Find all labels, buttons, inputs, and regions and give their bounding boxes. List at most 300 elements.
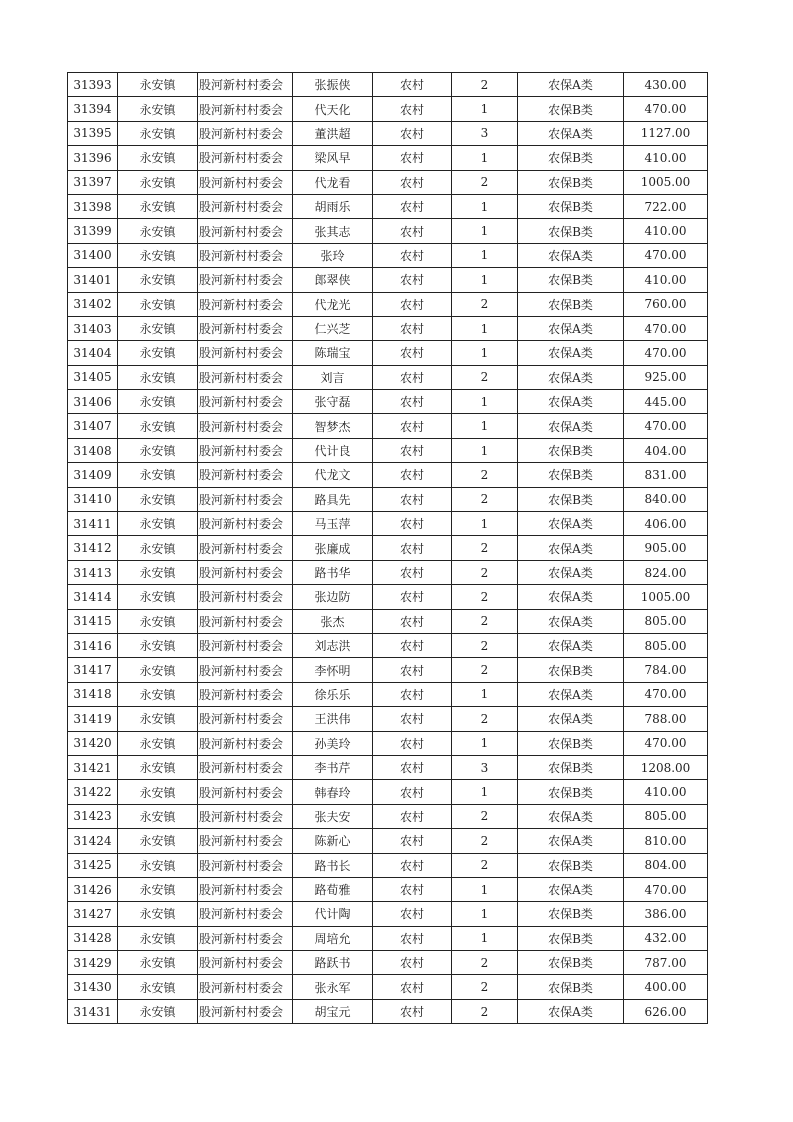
amount-cell: 787.00 [624,951,708,975]
person-count-cell: 2 [452,487,518,511]
amount-cell: 805.00 [624,633,708,657]
village-cell: 股河新村村委会 [198,633,293,657]
village-cell: 股河新村村委会 [198,97,293,121]
town-cell: 永安镇 [118,414,198,438]
village-cell: 股河新村村委会 [198,926,293,950]
table-row [68,999,708,1023]
insurance-category-cell: 农保B类 [518,926,624,950]
amount-cell: 410.00 [624,268,708,292]
amount-cell: 925.00 [624,365,708,389]
household-type-cell: 农村 [373,414,452,438]
village-cell: 股河新村村委会 [198,560,293,584]
person-count-cell: 1 [452,731,518,755]
table-row [68,731,708,755]
village-cell: 股河新村村委会 [198,999,293,1023]
insurance-category-cell: 农保B类 [518,755,624,779]
amount-cell: 1208.00 [624,755,708,779]
name-cell: 马玉萍 [293,512,373,536]
row-id-cell: 31420 [68,731,118,755]
table-row [68,243,708,267]
insurance-category-cell: 农保B类 [518,463,624,487]
name-cell: 智梦杰 [293,414,373,438]
relief-roster-table [67,72,708,1024]
amount-cell: 432.00 [624,926,708,950]
person-count-cell: 2 [452,536,518,560]
person-count-cell: 2 [452,804,518,828]
row-id-cell: 31414 [68,585,118,609]
insurance-category-cell: 农保A类 [518,609,624,633]
row-id-cell: 31425 [68,853,118,877]
name-cell: 路跃书 [293,951,373,975]
row-id-cell: 31406 [68,390,118,414]
table-row [68,292,708,316]
insurance-category-cell: 农保B类 [518,97,624,121]
village-cell: 股河新村村委会 [198,755,293,779]
person-count-cell: 2 [452,853,518,877]
table-row [68,463,708,487]
row-id-cell: 31407 [68,414,118,438]
amount-cell: 406.00 [624,512,708,536]
town-cell: 永安镇 [118,560,198,584]
household-type-cell: 农村 [373,951,452,975]
amount-cell: 386.00 [624,902,708,926]
town-cell: 永安镇 [118,316,198,340]
table-row [68,341,708,365]
name-cell: 代天化 [293,97,373,121]
household-type-cell: 农村 [373,146,452,170]
person-count-cell: 1 [452,341,518,365]
town-cell: 永安镇 [118,219,198,243]
household-type-cell: 农村 [373,585,452,609]
town-cell: 永安镇 [118,585,198,609]
person-count-cell: 1 [452,780,518,804]
household-type-cell: 农村 [373,487,452,511]
household-type-cell: 农村 [373,609,452,633]
table-row [68,829,708,853]
amount-cell: 1005.00 [624,170,708,194]
table-row [68,682,708,706]
table-row [68,268,708,292]
town-cell: 永安镇 [118,146,198,170]
row-id-cell: 31402 [68,292,118,316]
insurance-category-cell: 农保A类 [518,682,624,706]
name-cell: 张玲 [293,243,373,267]
town-cell: 永安镇 [118,658,198,682]
insurance-category-cell: 农保B类 [518,975,624,999]
name-cell: 董洪超 [293,121,373,145]
amount-cell: 1127.00 [624,121,708,145]
insurance-category-cell: 农保B类 [518,731,624,755]
person-count-cell: 2 [452,609,518,633]
insurance-category-cell: 农保A类 [518,536,624,560]
person-count-cell: 2 [452,292,518,316]
insurance-category-cell: 农保A类 [518,316,624,340]
table-row [68,414,708,438]
table-row [68,390,708,414]
village-cell: 股河新村村委会 [198,829,293,853]
insurance-category-cell: 农保A类 [518,829,624,853]
town-cell: 永安镇 [118,755,198,779]
village-cell: 股河新村村委会 [198,682,293,706]
row-id-cell: 31422 [68,780,118,804]
name-cell: 路具先 [293,487,373,511]
village-cell: 股河新村村委会 [198,341,293,365]
name-cell: 张振侠 [293,73,373,97]
row-id-cell: 31409 [68,463,118,487]
amount-cell: 445.00 [624,390,708,414]
town-cell: 永安镇 [118,243,198,267]
name-cell: 胡宝元 [293,999,373,1023]
name-cell: 张边防 [293,585,373,609]
village-cell: 股河新村村委会 [198,414,293,438]
table-row [68,902,708,926]
household-type-cell: 农村 [373,926,452,950]
row-id-cell: 31410 [68,487,118,511]
name-cell: 张杰 [293,609,373,633]
village-cell: 股河新村村委会 [198,951,293,975]
town-cell: 永安镇 [118,877,198,901]
town-cell: 永安镇 [118,975,198,999]
name-cell: 路书长 [293,853,373,877]
amount-cell: 840.00 [624,487,708,511]
person-count-cell: 2 [452,463,518,487]
name-cell: 徐乐乐 [293,682,373,706]
name-cell: 孙美玲 [293,731,373,755]
row-id-cell: 31430 [68,975,118,999]
amount-cell: 905.00 [624,536,708,560]
household-type-cell: 农村 [373,804,452,828]
insurance-category-cell: 农保A类 [518,512,624,536]
person-count-cell: 2 [452,829,518,853]
town-cell: 永安镇 [118,951,198,975]
household-type-cell: 农村 [373,853,452,877]
row-id-cell: 31419 [68,707,118,731]
amount-cell: 831.00 [624,463,708,487]
row-id-cell: 31417 [68,658,118,682]
table-row [68,536,708,560]
person-count-cell: 1 [452,414,518,438]
insurance-category-cell: 农保A类 [518,73,624,97]
town-cell: 永安镇 [118,609,198,633]
person-count-cell: 2 [452,658,518,682]
village-cell: 股河新村村委会 [198,292,293,316]
village-cell: 股河新村村委会 [198,536,293,560]
table-row [68,780,708,804]
table-row [68,926,708,950]
town-cell: 永安镇 [118,268,198,292]
name-cell: 张夫安 [293,804,373,828]
table-row [68,975,708,999]
person-count-cell: 1 [452,438,518,462]
name-cell: 张永军 [293,975,373,999]
household-type-cell: 农村 [373,512,452,536]
household-type-cell: 农村 [373,633,452,657]
amount-cell: 1005.00 [624,585,708,609]
household-type-cell: 农村 [373,999,452,1023]
name-cell: 胡雨乐 [293,194,373,218]
town-cell: 永安镇 [118,999,198,1023]
table-row [68,853,708,877]
person-count-cell: 3 [452,121,518,145]
household-type-cell: 农村 [373,560,452,584]
town-cell: 永安镇 [118,292,198,316]
row-id-cell: 31429 [68,951,118,975]
insurance-category-cell: 农保B类 [518,170,624,194]
table-row [68,633,708,657]
table-row [68,804,708,828]
name-cell: 陈新心 [293,829,373,853]
household-type-cell: 农村 [373,438,452,462]
village-cell: 股河新村村委会 [198,902,293,926]
village-cell: 股河新村村委会 [198,512,293,536]
insurance-category-cell: 农保A类 [518,414,624,438]
insurance-category-cell: 农保B类 [518,438,624,462]
person-count-cell: 2 [452,999,518,1023]
row-id-cell: 31403 [68,316,118,340]
village-cell: 股河新村村委会 [198,853,293,877]
town-cell: 永安镇 [118,463,198,487]
insurance-category-cell: 农保A类 [518,999,624,1023]
person-count-cell: 1 [452,194,518,218]
insurance-category-cell: 农保A类 [518,390,624,414]
name-cell: 代计良 [293,438,373,462]
insurance-category-cell: 农保A类 [518,585,624,609]
household-type-cell: 农村 [373,829,452,853]
row-id-cell: 31426 [68,877,118,901]
amount-cell: 805.00 [624,609,708,633]
amount-cell: 804.00 [624,853,708,877]
village-cell: 股河新村村委会 [198,463,293,487]
name-cell: 路书华 [293,560,373,584]
village-cell: 股河新村村委会 [198,194,293,218]
amount-cell: 410.00 [624,146,708,170]
town-cell: 永安镇 [118,487,198,511]
name-cell: 韩春玲 [293,780,373,804]
insurance-category-cell: 农保A类 [518,121,624,145]
household-type-cell: 农村 [373,707,452,731]
amount-cell: 824.00 [624,560,708,584]
household-type-cell: 农村 [373,682,452,706]
town-cell: 永安镇 [118,902,198,926]
household-type-cell: 农村 [373,219,452,243]
town-cell: 永安镇 [118,633,198,657]
insurance-category-cell: 农保A类 [518,707,624,731]
table-row [68,73,708,97]
table-row [68,560,708,584]
person-count-cell: 2 [452,560,518,584]
person-count-cell: 1 [452,877,518,901]
village-cell: 股河新村村委会 [198,365,293,389]
household-type-cell: 农村 [373,97,452,121]
row-id-cell: 31423 [68,804,118,828]
amount-cell: 410.00 [624,780,708,804]
town-cell: 永安镇 [118,390,198,414]
town-cell: 永安镇 [118,707,198,731]
name-cell: 仁兴芝 [293,316,373,340]
name-cell: 王洪伟 [293,707,373,731]
person-count-cell: 3 [452,755,518,779]
row-id-cell: 31397 [68,170,118,194]
table-row [68,438,708,462]
household-type-cell: 农村 [373,463,452,487]
village-cell: 股河新村村委会 [198,390,293,414]
town-cell: 永安镇 [118,804,198,828]
name-cell: 梁风早 [293,146,373,170]
household-type-cell: 农村 [373,975,452,999]
town-cell: 永安镇 [118,926,198,950]
insurance-category-cell: 农保B类 [518,219,624,243]
amount-cell: 470.00 [624,243,708,267]
row-id-cell: 31421 [68,755,118,779]
village-cell: 股河新村村委会 [198,438,293,462]
town-cell: 永安镇 [118,731,198,755]
row-id-cell: 31405 [68,365,118,389]
row-id-cell: 31394 [68,97,118,121]
insurance-category-cell: 农保A类 [518,243,624,267]
table-body [68,73,708,1024]
amount-cell: 810.00 [624,829,708,853]
person-count-cell: 2 [452,951,518,975]
name-cell: 张守磊 [293,390,373,414]
household-type-cell: 农村 [373,365,452,389]
row-id-cell: 31401 [68,268,118,292]
household-type-cell: 农村 [373,121,452,145]
household-type-cell: 农村 [373,341,452,365]
row-id-cell: 31418 [68,682,118,706]
row-id-cell: 31416 [68,633,118,657]
town-cell: 永安镇 [118,97,198,121]
table-row [68,755,708,779]
household-type-cell: 农村 [373,536,452,560]
amount-cell: 470.00 [624,682,708,706]
amount-cell: 410.00 [624,219,708,243]
insurance-category-cell: 农保B类 [518,194,624,218]
amount-cell: 784.00 [624,658,708,682]
table-row [68,512,708,536]
town-cell: 永安镇 [118,341,198,365]
village-cell: 股河新村村委会 [198,316,293,340]
name-cell: 刘志洪 [293,633,373,657]
name-cell: 张廉成 [293,536,373,560]
insurance-category-cell: 农保B类 [518,268,624,292]
person-count-cell: 1 [452,97,518,121]
person-count-cell: 2 [452,975,518,999]
village-cell: 股河新村村委会 [198,780,293,804]
insurance-category-cell: 农保A类 [518,365,624,389]
insurance-category-cell: 农保B类 [518,487,624,511]
household-type-cell: 农村 [373,877,452,901]
amount-cell: 805.00 [624,804,708,828]
table-row [68,365,708,389]
insurance-category-cell: 农保A类 [518,633,624,657]
household-type-cell: 农村 [373,243,452,267]
person-count-cell: 1 [452,682,518,706]
insurance-category-cell: 农保B类 [518,902,624,926]
household-type-cell: 农村 [373,780,452,804]
row-id-cell: 31398 [68,194,118,218]
village-cell: 股河新村村委会 [198,219,293,243]
row-id-cell: 31395 [68,121,118,145]
town-cell: 永安镇 [118,73,198,97]
village-cell: 股河新村村委会 [198,877,293,901]
amount-cell: 430.00 [624,73,708,97]
household-type-cell: 农村 [373,194,452,218]
person-count-cell: 1 [452,512,518,536]
village-cell: 股河新村村委会 [198,243,293,267]
amount-cell: 760.00 [624,292,708,316]
household-type-cell: 农村 [373,390,452,414]
name-cell: 代龙看 [293,170,373,194]
household-type-cell: 农村 [373,170,452,194]
insurance-category-cell: 农保B类 [518,146,624,170]
insurance-category-cell: 农保A类 [518,560,624,584]
table-row [68,170,708,194]
name-cell: 路荀雅 [293,877,373,901]
person-count-cell: 1 [452,926,518,950]
amount-cell: 722.00 [624,194,708,218]
name-cell: 代计陶 [293,902,373,926]
town-cell: 永安镇 [118,536,198,560]
row-id-cell: 31393 [68,73,118,97]
row-id-cell: 31424 [68,829,118,853]
table-row [68,707,708,731]
person-count-cell: 1 [452,219,518,243]
row-id-cell: 31427 [68,902,118,926]
name-cell: 郎翠侠 [293,268,373,292]
amount-cell: 788.00 [624,707,708,731]
name-cell: 刘言 [293,365,373,389]
table-row [68,877,708,901]
table-row [68,487,708,511]
town-cell: 永安镇 [118,512,198,536]
table-row [68,658,708,682]
row-id-cell: 31415 [68,609,118,633]
table-row [68,194,708,218]
table-row [68,219,708,243]
row-id-cell: 31431 [68,999,118,1023]
person-count-cell: 1 [452,902,518,926]
amount-cell: 626.00 [624,999,708,1023]
name-cell: 周培允 [293,926,373,950]
insurance-category-cell: 农保A类 [518,341,624,365]
row-id-cell: 31400 [68,243,118,267]
village-cell: 股河新村村委会 [198,170,293,194]
name-cell: 代龙光 [293,292,373,316]
person-count-cell: 2 [452,365,518,389]
table-row [68,121,708,145]
row-id-cell: 31412 [68,536,118,560]
name-cell: 张其志 [293,219,373,243]
insurance-category-cell: 农保A类 [518,804,624,828]
household-type-cell: 农村 [373,902,452,926]
table-row [68,146,708,170]
person-count-cell: 2 [452,633,518,657]
household-type-cell: 农村 [373,73,452,97]
amount-cell: 470.00 [624,316,708,340]
person-count-cell: 2 [452,73,518,97]
table-row [68,316,708,340]
village-cell: 股河新村村委会 [198,487,293,511]
person-count-cell: 1 [452,146,518,170]
name-cell: 代龙文 [293,463,373,487]
town-cell: 永安镇 [118,438,198,462]
village-cell: 股河新村村委会 [198,975,293,999]
village-cell: 股河新村村委会 [198,585,293,609]
person-count-cell: 2 [452,707,518,731]
household-type-cell: 农村 [373,755,452,779]
village-cell: 股河新村村委会 [198,121,293,145]
town-cell: 永安镇 [118,365,198,389]
